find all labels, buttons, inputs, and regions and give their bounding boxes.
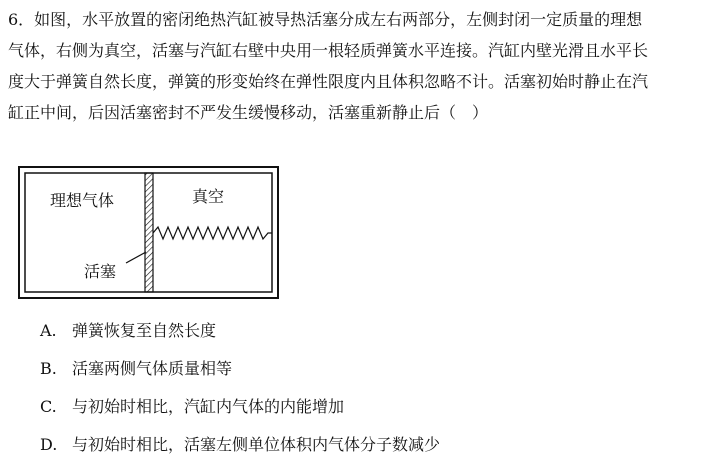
question-line: 气体，右侧为真空，活塞与汽缸右壁中央用一根轻质弹簧水平连接。汽缸内壁光滑且水平长 [8, 41, 649, 60]
option-text: 与初始时相比，汽缸内气体的内能增加 [72, 397, 345, 416]
question-line: 度大于弹簧自然长度，弹簧的形变始终在弹性限度内且体积忽略不计。活塞初始时静止在汽 [8, 72, 649, 91]
option-b[interactable] [40, 356, 440, 394]
option-text: 弹簧恢复至自然长度 [72, 321, 217, 340]
question-line: 6．如图，水平放置的密闭绝热汽缸被导热活塞分成左右两部分，左侧封闭一定质量的理想 [8, 10, 643, 29]
piston-label: 活塞 [84, 262, 117, 281]
option-a[interactable] [40, 318, 440, 356]
vacuum-label: 真空 [192, 187, 225, 206]
piston-leader-line [126, 252, 146, 263]
piston [145, 173, 153, 292]
option-letter: C. [40, 397, 57, 416]
cylinder-diagram [18, 166, 280, 300]
option-letter: D. [40, 435, 58, 454]
option-c[interactable] [40, 394, 440, 432]
option-letter: A. [40, 321, 57, 340]
question-stem [8, 4, 710, 128]
answer-options [40, 318, 440, 470]
option-text: 活塞两侧气体质量相等 [72, 359, 233, 378]
option-letter: B. [40, 359, 57, 378]
option-d[interactable] [40, 432, 440, 470]
spring [153, 227, 272, 239]
gas-label: 理想气体 [50, 191, 115, 210]
question-line: 缸正中间，后因活塞密封不严发生缓慢移动，活塞重新静止后（ ） [8, 103, 489, 122]
option-text: 与初始时相比，活塞左侧单位体积内气体分子数减少 [72, 435, 441, 454]
